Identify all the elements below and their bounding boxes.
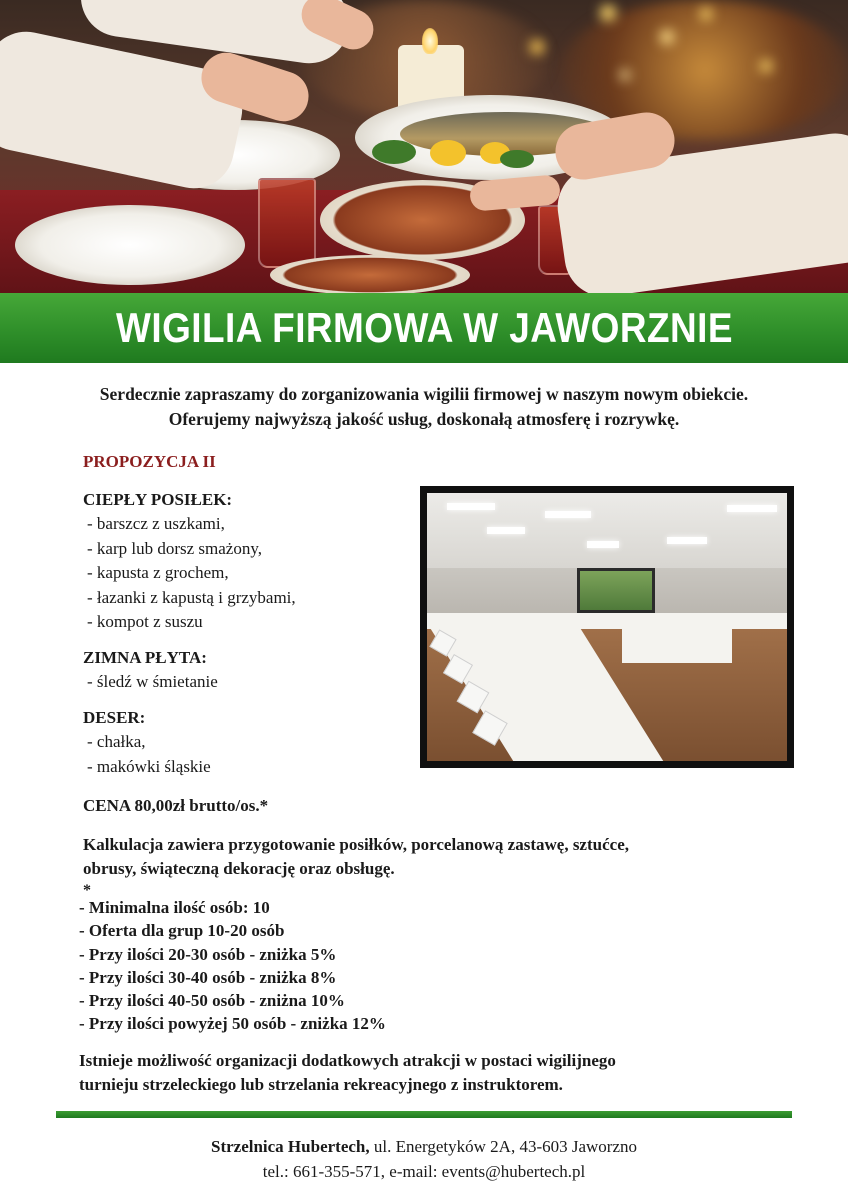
footer — [0, 1134, 848, 1184]
menu-column — [83, 450, 413, 779]
calculation-line: Kalkulacja zawiera przygotowanie posiłków, porcelanową zastawę, sztućce, — [83, 835, 629, 854]
proposal-heading: PROPOZYCJA II — [83, 452, 216, 471]
menu-section-title: ZIMNA PŁYTA: — [83, 647, 207, 667]
title-banner — [0, 293, 848, 363]
menu-list — [87, 512, 413, 635]
menu-list — [87, 670, 413, 695]
extra-attractions-text — [79, 1049, 779, 1097]
menu-section-title: CIEPŁY POSIŁEK: — [83, 489, 233, 509]
menu-item: - kompot z suszu — [87, 612, 203, 631]
condition-item: - Przy ilości 30-40 osób - zniżka 8% — [79, 967, 337, 987]
menu-item: - śledź w śmietanie — [87, 672, 218, 691]
price-label: CENA 80,00zł brutto/os.* — [83, 796, 269, 815]
menu-item: - kapusta z grochem, — [87, 563, 229, 582]
condition-item: - Minimalna ilość osób: 10 — [79, 898, 270, 917]
menu-item: - łazanki z kapustą i grzybami, — [87, 587, 296, 607]
footer-address-line — [0, 1134, 848, 1159]
menu-list — [87, 730, 413, 779]
menu-item: - barszcz z uszkami, — [87, 514, 225, 533]
footer-divider — [56, 1111, 792, 1118]
page-title: WIGILIA FIRMOWA W JAWORZNIE — [115, 304, 733, 351]
address: ul. Energetyków 2A, 43-603 Jaworzno — [369, 1137, 638, 1156]
condition-item: - Oferta dla grup 10-20 osób — [79, 921, 285, 941]
footnote-mark: * — [83, 882, 91, 899]
menu-item: - karp lub dorsz smażony, — [87, 538, 262, 558]
menu-item: - chałka, — [87, 732, 146, 751]
intro-line: Oferujemy najwyższą jakość usług, doskonałą atmosferę i rozrywkę. — [168, 409, 680, 429]
contact-line: tel.: 661-355-571, e-mail: events@hubertech.pl — [262, 1162, 586, 1181]
menu-item: - makówki śląskie — [87, 756, 211, 776]
menu-section-title: DESER: — [83, 707, 146, 727]
extra-line: Istnieje możliwość organizacji dodatkowych atrakcji w postaci wigilijnego — [79, 1051, 616, 1070]
condition-item: - Przy ilości 20-30 osób - zniżka 5% — [79, 944, 337, 964]
hero-photo — [0, 0, 848, 293]
calculation-line: obrusy, świąteczną dekorację oraz obsługę. — [83, 859, 395, 878]
condition-item: - Przy ilości 40-50 osób - zniżna 10% — [79, 991, 345, 1011]
company-name: Strzelnica Hubertech, — [210, 1137, 370, 1156]
intro-text — [0, 382, 848, 432]
calculation-text — [83, 833, 783, 881]
intro-line: Serdecznie zapraszamy do zorganizowania wigilii firmowej w naszym nowym obiekcie. — [99, 384, 749, 404]
condition-item: - Przy ilości powyżej 50 osób - zniżka 12% — [79, 1014, 386, 1034]
extra-line: turnieju strzeleckiego lub strzelania rekreacyjnego z instruktorem. — [79, 1075, 563, 1094]
conditions-list — [79, 896, 386, 1036]
hall-photo — [420, 486, 794, 768]
